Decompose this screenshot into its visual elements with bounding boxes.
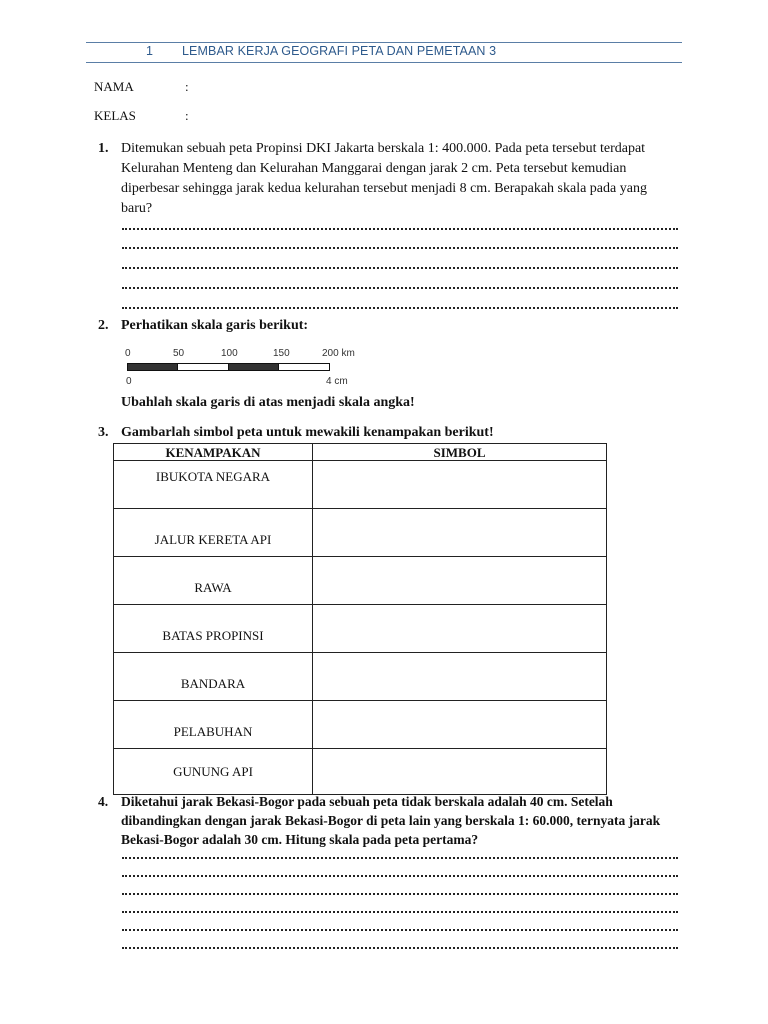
scale-label-50: 50 <box>173 348 185 359</box>
scale-segment-3 <box>228 363 279 371</box>
table-row <box>114 653 607 701</box>
question-2-text: Perhatikan skala garis berikut: <box>121 318 309 333</box>
answer-line-1-5[interactable] <box>122 307 678 309</box>
answer-line-4-5[interactable] <box>122 929 678 931</box>
answer-line-4-2[interactable] <box>122 875 678 877</box>
question-2-instruction: Ubahlah skala garis di atas menjadi skala angka! <box>121 395 415 410</box>
answer-line-4-6[interactable] <box>122 947 678 949</box>
feature-cell: RAWA <box>114 557 313 605</box>
header-simbol: SIMBOL <box>313 444 607 461</box>
table-row <box>114 749 607 795</box>
answer-line-4-1[interactable] <box>122 857 678 859</box>
scale-segment-1 <box>127 363 178 371</box>
document-header <box>146 44 496 58</box>
scale-segment-2 <box>177 363 229 371</box>
feature-cell: JALUR KERETA API <box>114 509 313 557</box>
question-3 <box>98 423 688 443</box>
scale-segment-4 <box>278 363 330 371</box>
scale-label-0: 0 <box>125 348 131 359</box>
header-bottom-rule <box>86 62 682 63</box>
class-label: KELAS <box>94 108 136 123</box>
header-title: LEMBAR KERJA GEOGRAFI PETA DAN PEMETAAN 3 <box>182 44 497 58</box>
answer-line-1-1[interactable] <box>122 228 678 230</box>
scale-label-4cm: 4 cm <box>326 376 348 387</box>
table-row <box>114 557 607 605</box>
map-symbol-table <box>113 443 607 795</box>
question-1 <box>98 139 678 219</box>
header-kenampakan: KENAMPAKAN <box>114 444 313 461</box>
symbol-cell[interactable] <box>313 461 607 509</box>
answer-line-1-3[interactable] <box>122 267 678 269</box>
symbol-cell[interactable] <box>313 749 607 795</box>
question-4-text: Diketahui jarak Bekasi-Bogor pada sebuah peta tidak berskala adalah 40 cm. Setelah dibandingkan dengan jarak Bekasi-Bogor di peta lain yang berskala 1: 60.000, ternyata jarak Bekasi-Bogor adalah 30 cm. Hitung skala pada peta pertama? <box>121 794 661 847</box>
symbol-cell[interactable] <box>313 557 607 605</box>
table-row <box>114 605 607 653</box>
scale-label-150: 150 <box>273 348 290 359</box>
feature-cell: BANDARA <box>114 653 313 701</box>
answer-line-1-2[interactable] <box>122 247 678 249</box>
feature-cell: IBUKOTA NEGARA <box>114 461 313 509</box>
symbol-cell[interactable] <box>313 653 607 701</box>
symbol-cell[interactable] <box>313 509 607 557</box>
header-number: 1 <box>146 44 154 58</box>
table-header-row <box>114 444 607 461</box>
table-row <box>114 509 607 557</box>
question-2 <box>98 316 688 336</box>
feature-cell: GUNUNG API <box>114 749 313 795</box>
answer-line-1-4[interactable] <box>122 287 678 289</box>
symbol-cell[interactable] <box>313 701 607 749</box>
scale-label-200km: 200 km <box>322 348 355 359</box>
name-label: NAMA <box>94 79 134 94</box>
question-3-number: 3. <box>98 425 109 440</box>
scale-label-100: 100 <box>221 348 238 359</box>
question-4-number: 4. <box>98 794 109 809</box>
name-colon: : <box>185 79 189 94</box>
scale-label-0cm: 0 <box>126 376 132 387</box>
question-4 <box>98 792 688 849</box>
answer-line-4-3[interactable] <box>122 893 678 895</box>
question-2-number: 2. <box>98 318 109 333</box>
table-row <box>114 701 607 749</box>
question-1-text: Ditemukan sebuah peta Propinsi DKI Jakarta berskala 1: 400.000. Pada peta tersebut terdapat Kelurahan Menteng dan Kelurahan Manggarai dengan jarak 2 cm. Peta tersebut kemudian diperbesar sehingga jarak kedua kelurahan tersebut menjadi 8 cm. Berapakah skala pada yang baru? <box>121 141 647 216</box>
feature-cell: BATAS PROPINSI <box>114 605 313 653</box>
question-3-text: Gambarlah simbol peta untuk mewakili kenampakan berikut! <box>121 425 494 440</box>
table-row <box>114 461 607 509</box>
feature-cell: PELABUHAN <box>114 701 313 749</box>
header-top-rule <box>86 42 682 43</box>
question-1-number: 1. <box>98 141 109 156</box>
symbol-cell[interactable] <box>313 605 607 653</box>
answer-line-4-4[interactable] <box>122 911 678 913</box>
class-colon: : <box>185 108 189 123</box>
